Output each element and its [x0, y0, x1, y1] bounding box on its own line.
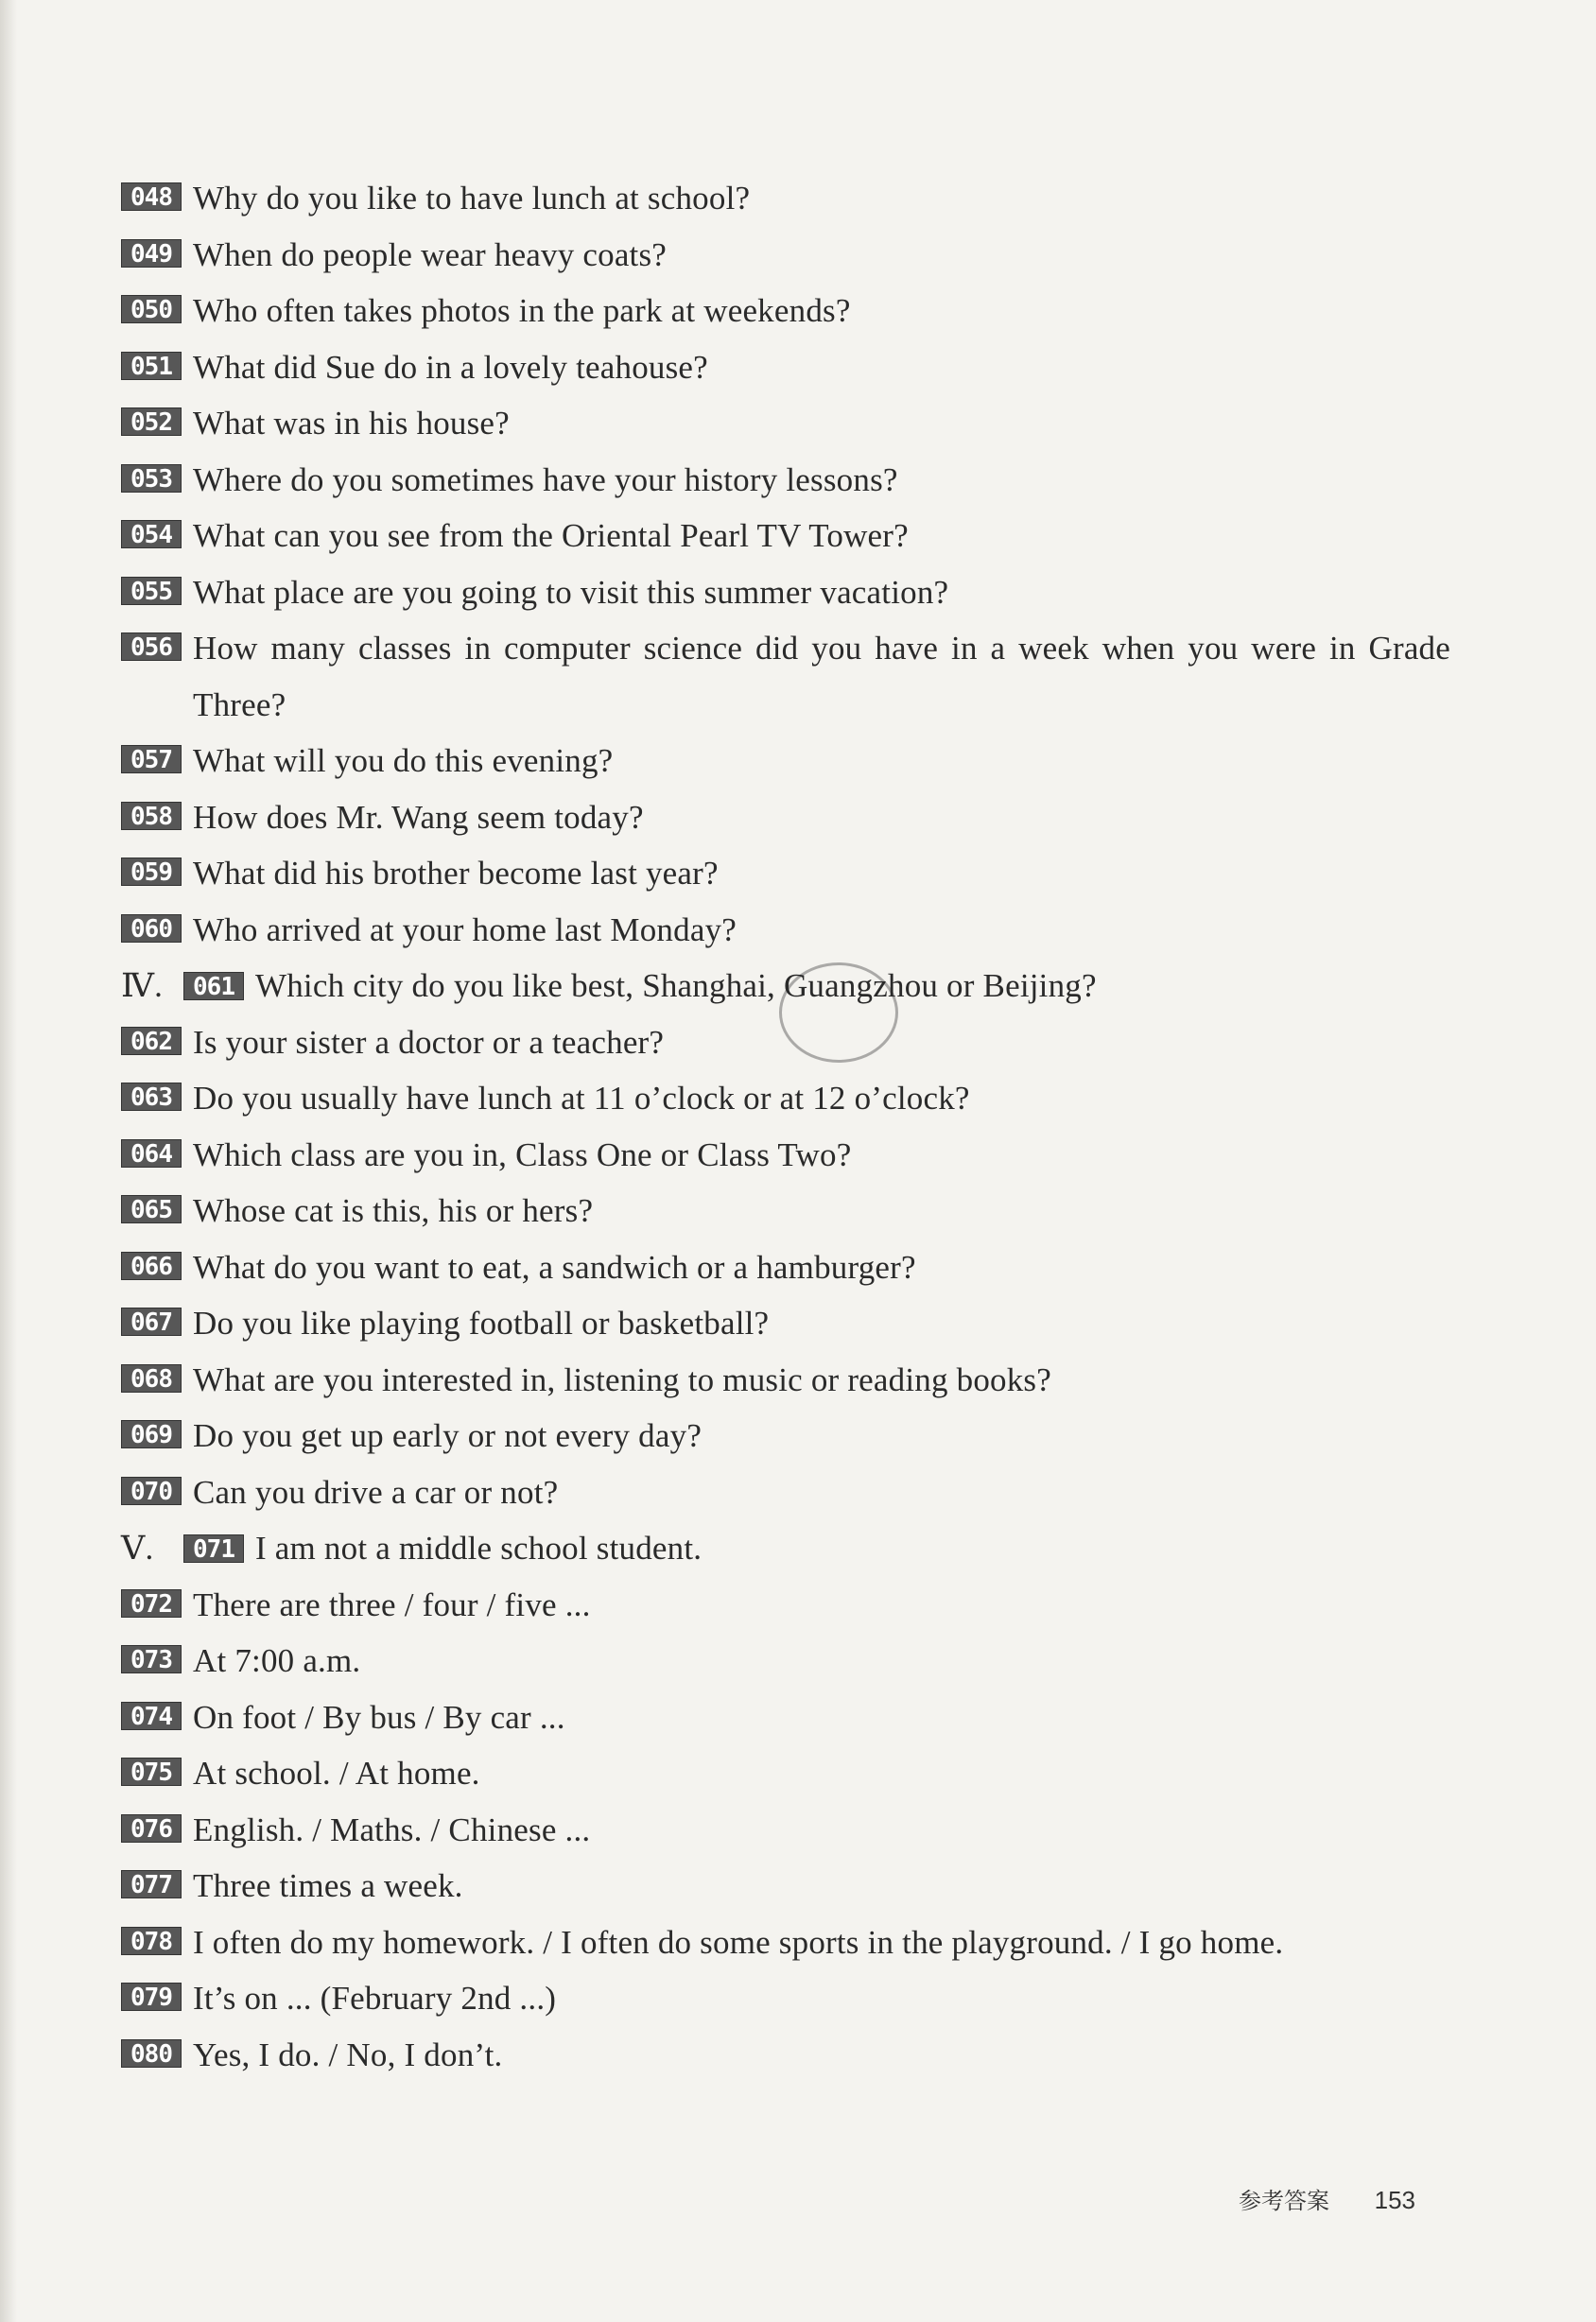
item-number-badge: 067: [121, 1308, 182, 1336]
answer-item: [121, 227, 1445, 284]
item-number-badge: 058: [121, 802, 182, 830]
item-text: At school. / At home.: [193, 1755, 480, 1792]
item-number-badge: 079: [121, 1983, 182, 2011]
footer-section-label: 参考答案: [1239, 2188, 1329, 2214]
answer-item: [121, 1408, 1445, 1464]
answer-item: [121, 170, 1445, 227]
answer-item: [121, 620, 1450, 733]
answer-item: [121, 395, 1445, 452]
item-text: What was in his house?: [193, 405, 510, 442]
answer-item: [121, 789, 1445, 846]
item-text: Is your sister a doctor or a teacher?: [193, 1023, 665, 1061]
answer-item: [121, 339, 1445, 396]
item-number-badge: 080: [121, 2039, 182, 2068]
page-footer: [1239, 2182, 1415, 2215]
answer-item: [121, 508, 1445, 564]
answer-item: [121, 452, 1445, 509]
item-text: I often do my homework. / I often do some sports in the playground. / I go home.: [193, 1923, 1284, 1961]
page-number: 153: [1374, 2186, 1416, 2214]
answer-item: [121, 1239, 1445, 1296]
item-text: Do you usually have lunch at 11 o’clock or at 12 o’clock?: [193, 1080, 970, 1117]
item-text: Who arrived at your home last Monday?: [193, 910, 737, 948]
answer-item: [121, 1745, 1445, 1802]
answer-list: [121, 170, 1450, 2083]
answer-item: [121, 1970, 1445, 2027]
item-text: Where do you sometimes have your history lessons?: [193, 460, 898, 498]
item-number-badge: 059: [121, 858, 182, 886]
item-number-badge: 069: [121, 1420, 182, 1448]
item-text: Which class are you in, Class One or Class Two?: [193, 1135, 852, 1173]
answer-item: [121, 2027, 1445, 2084]
answer-item: [121, 1633, 1445, 1690]
item-number-badge: 054: [121, 520, 182, 548]
item-number-badge: 061: [183, 972, 244, 1000]
item-number-badge: 074: [121, 1702, 182, 1730]
item-number-badge: 057: [121, 745, 182, 773]
item-number-badge: 065: [121, 1195, 182, 1223]
answer-item: [121, 1690, 1445, 1746]
answer-item: [121, 283, 1445, 339]
answer-item: [121, 1802, 1445, 1859]
item-number-badge: 072: [121, 1589, 182, 1618]
item-number-badge: 052: [121, 407, 182, 436]
item-number-badge: 055: [121, 577, 182, 605]
item-text: What did his brother become last year?: [193, 855, 719, 892]
answer-item: [121, 733, 1445, 789]
item-number-badge: 049: [121, 239, 182, 268]
item-number-badge: 063: [121, 1083, 182, 1111]
item-number-badge: 075: [121, 1758, 182, 1786]
item-text: There are three / four / five ...: [193, 1586, 591, 1623]
item-number-badge: 066: [121, 1252, 182, 1280]
item-text: Whose cat is this, his or hers?: [193, 1192, 594, 1229]
item-text: Which city do you like best, Shanghai, Guangzhou or Beijing?: [255, 967, 1097, 1004]
item-text: Three times a week.: [193, 1867, 463, 1904]
answer-item: [121, 1858, 1445, 1915]
item-text: What did Sue do in a lovely teahouse?: [193, 348, 708, 386]
answer-item: [121, 1352, 1445, 1409]
item-text: How many classes in computer science did you have in a week when you were in Grade Three?: [193, 630, 1450, 723]
answer-item: [121, 1014, 1445, 1071]
item-text: What can you see from the Oriental Pearl TV Tower?: [193, 517, 909, 554]
answer-item: [121, 564, 1445, 621]
item-text: Why do you like to have lunch at school?: [193, 180, 751, 217]
item-text: How does Mr. Wang seem today?: [193, 798, 644, 836]
item-number-badge: 050: [121, 295, 182, 323]
section-roman-numeral: Ⅴ.: [121, 1530, 154, 1567]
answer-item: [121, 1070, 1445, 1127]
item-number-badge: 071: [183, 1534, 244, 1563]
answer-item-section-start: [121, 958, 1445, 1014]
item-text: Do you get up early or not every day?: [193, 1417, 703, 1454]
answer-item: [121, 845, 1445, 902]
section-roman-numeral: Ⅳ.: [121, 967, 164, 1004]
answer-item: [121, 1915, 1445, 1971]
item-text: English. / Maths. / Chinese ...: [193, 1811, 591, 1848]
item-number-badge: 056: [121, 632, 182, 661]
item-number-badge: 073: [121, 1645, 182, 1673]
item-text: What will you do this evening?: [193, 742, 614, 779]
answer-item: [121, 1577, 1445, 1634]
answer-item: [121, 1464, 1445, 1521]
item-text: Who often takes photos in the park at weekends?: [193, 292, 851, 329]
item-number-badge: 060: [121, 914, 182, 943]
answer-item-section-start: [121, 1520, 1445, 1577]
item-number-badge: 068: [121, 1364, 182, 1393]
item-number-badge: 076: [121, 1814, 182, 1843]
answer-item: [121, 1295, 1445, 1352]
item-text: Do you like playing football or basketball?: [193, 1305, 770, 1342]
item-text: When do people wear heavy coats?: [193, 235, 668, 273]
item-number-badge: 070: [121, 1477, 182, 1505]
item-text: What do you want to eat, a sandwich or a hamburger?: [193, 1248, 916, 1286]
answer-item: [121, 902, 1445, 959]
answer-item: [121, 1127, 1445, 1184]
item-number-badge: 048: [121, 182, 182, 211]
item-text: On foot / By bus / By car ...: [193, 1698, 565, 1736]
item-number-badge: 064: [121, 1139, 182, 1168]
item-number-badge: 077: [121, 1870, 182, 1898]
page-edge-shadow: [0, 0, 17, 2322]
item-text: It’s on ... (February 2nd ...): [193, 1980, 557, 2017]
answer-item: [121, 1183, 1445, 1239]
item-text: What place are you going to visit this summer vacation?: [193, 573, 949, 611]
item-number-badge: 053: [121, 464, 182, 493]
item-number-badge: 051: [121, 352, 182, 380]
item-number-badge: 078: [121, 1927, 182, 1955]
item-text: Yes, I do. / No, I don’t.: [193, 2036, 503, 2073]
item-text: At 7:00 a.m.: [193, 1642, 361, 1679]
item-text: I am not a middle school student.: [255, 1530, 703, 1567]
item-number-badge: 062: [121, 1027, 182, 1055]
item-text: What are you interested in, listening to music or reading books?: [193, 1360, 1051, 1398]
item-text: Can you drive a car or not?: [193, 1473, 559, 1511]
